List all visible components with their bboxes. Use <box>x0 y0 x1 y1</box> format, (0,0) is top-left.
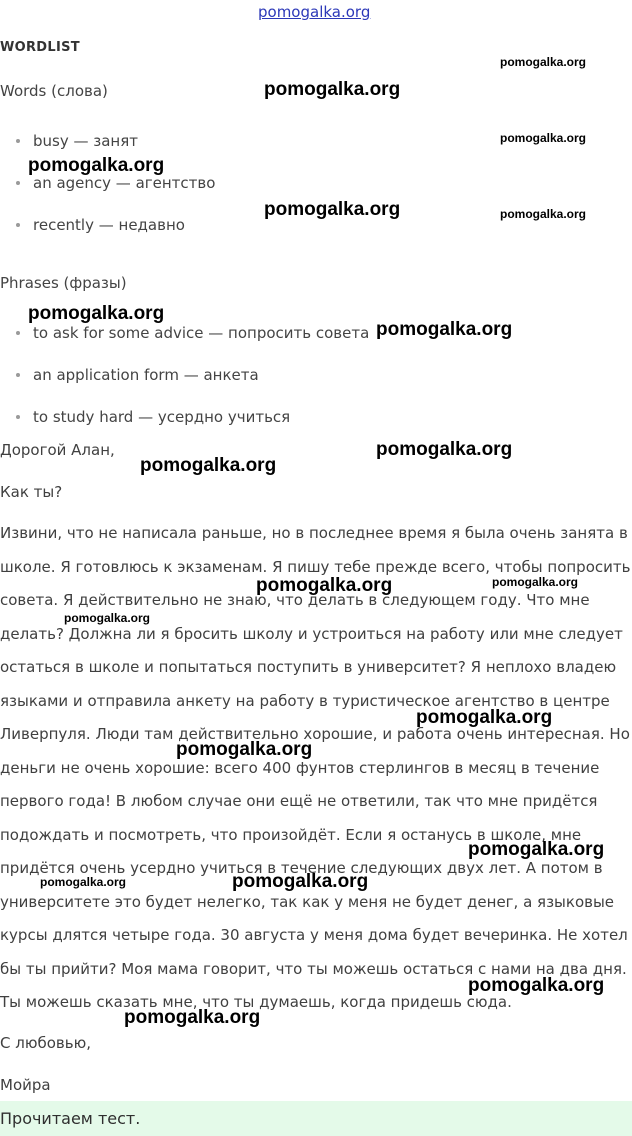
letter-body-line: придётся очень усердно учиться в течение следующих двух лет. А потом в <box>0 859 603 877</box>
site-link[interactable]: pomogalka.org <box>258 3 371 21</box>
bullet-dot <box>16 331 20 335</box>
page-title: WORDLIST <box>0 40 80 55</box>
phrases-section-label: Phrases (фразы) <box>0 274 127 292</box>
watermark: pomogalka.org <box>416 707 553 728</box>
letter-body-line: делать? Должна ли я бросить школу и устроиться на работу или мне следует <box>0 624 623 643</box>
letter-body-line: языками и отправила анкету на работу в туристическое агентство в центре <box>0 691 610 710</box>
footer-text: Прочитаем тест. <box>0 1109 141 1128</box>
word-item-text: an agency — агентство <box>33 174 216 192</box>
bullet-dot <box>16 181 20 185</box>
watermark: pomogalka.org <box>176 739 313 760</box>
list-item <box>16 216 185 234</box>
phrase-item-text: to ask for some advice — попросить совета <box>33 324 370 342</box>
letter-signature: Мойра <box>0 1076 51 1094</box>
letter-body-line: подождать и посмотреть, что произойдёт. Если я останусь в школе, мне <box>0 825 582 844</box>
letter-body-line: Извини, что не написала раньше, но в последнее время я была очень занята в <box>0 524 628 542</box>
letter-greeting: Дорогой Алан, <box>0 441 115 459</box>
letter-body-line: остаться в школе и попытаться поступить в университет? Я неплохо владею <box>0 658 617 676</box>
letter-body-line: первого года! В любом случае они ещё не ответили, так что мне придётся <box>0 792 598 810</box>
letter-body-line: Ты можешь сказать мне, что ты думаешь, когда придешь сюда. <box>0 993 512 1011</box>
watermark: pomogalka.org <box>28 155 165 176</box>
bullet-dot <box>16 139 20 143</box>
words-section-label: Words (слова) <box>0 82 108 100</box>
watermark: pomogalka.org <box>232 871 369 892</box>
watermark: pomogalka.org <box>64 611 151 625</box>
watermark: pomogalka.org <box>124 1007 261 1028</box>
watermark: pomogalka.org <box>500 55 587 69</box>
list-item <box>16 366 259 384</box>
list-item <box>16 324 369 342</box>
letter-body-line: университете это будет нелегко, так как у меня не будет денег, а языковые <box>0 892 615 911</box>
letter-question: Как ты? <box>0 483 63 501</box>
watermark: pomogalka.org <box>264 79 401 100</box>
watermark: pomogalka.org <box>376 439 513 460</box>
letter-body-line: деньги не очень хорошие: всего 400 фунтов стерлингов в месяц в течение <box>0 758 600 777</box>
footer-banner <box>0 1101 632 1136</box>
watermark: pomogalka.org <box>140 455 277 476</box>
letter-body-line: курсы длятся четыре года. 30 августа у меня дома будет вечеринка. Не хотел <box>0 926 628 944</box>
bullet-dot <box>16 415 20 419</box>
letter-closing: С любовью, <box>0 1034 91 1052</box>
watermark: pomogalka.org <box>256 575 393 596</box>
letter-body-line: школе. Я готовлюсь к экзаменам. Я пишу тебе прежде всего, чтобы попросить <box>0 557 631 576</box>
list-item <box>16 408 290 426</box>
watermark: pomogalka.org <box>500 131 587 145</box>
letter-body-line: совета. Я действительно не знаю, что делать в следующем году. Что мне <box>0 591 590 609</box>
watermark: pomogalka.org <box>468 975 605 996</box>
watermark: pomogalka.org <box>500 207 587 221</box>
letter-body-line: Ливерпуля. Люди там действительно хорошие, и работа очень интересная. Но <box>0 725 630 743</box>
watermark: pomogalka.org <box>264 199 401 220</box>
phrase-item-text: an application form — анкета <box>33 366 259 384</box>
list-item <box>16 132 138 150</box>
word-item-text: busy — занят <box>33 132 138 150</box>
bullet-dot <box>16 373 20 377</box>
watermark: pomogalka.org <box>492 575 579 589</box>
watermark: pomogalka.org <box>376 319 513 340</box>
word-item-text: recently — недавно <box>33 216 185 234</box>
letter-body-line: бы ты прийти? Моя мама говорит, что ты можешь остаться с нами на два дня. <box>0 959 627 978</box>
bullet-dot <box>16 223 20 227</box>
watermark: pomogalka.org <box>28 303 165 324</box>
watermark: pomogalka.org <box>468 839 605 860</box>
watermark: pomogalka.org <box>40 875 127 889</box>
phrase-item-text: to study hard — усердно учиться <box>33 408 291 426</box>
